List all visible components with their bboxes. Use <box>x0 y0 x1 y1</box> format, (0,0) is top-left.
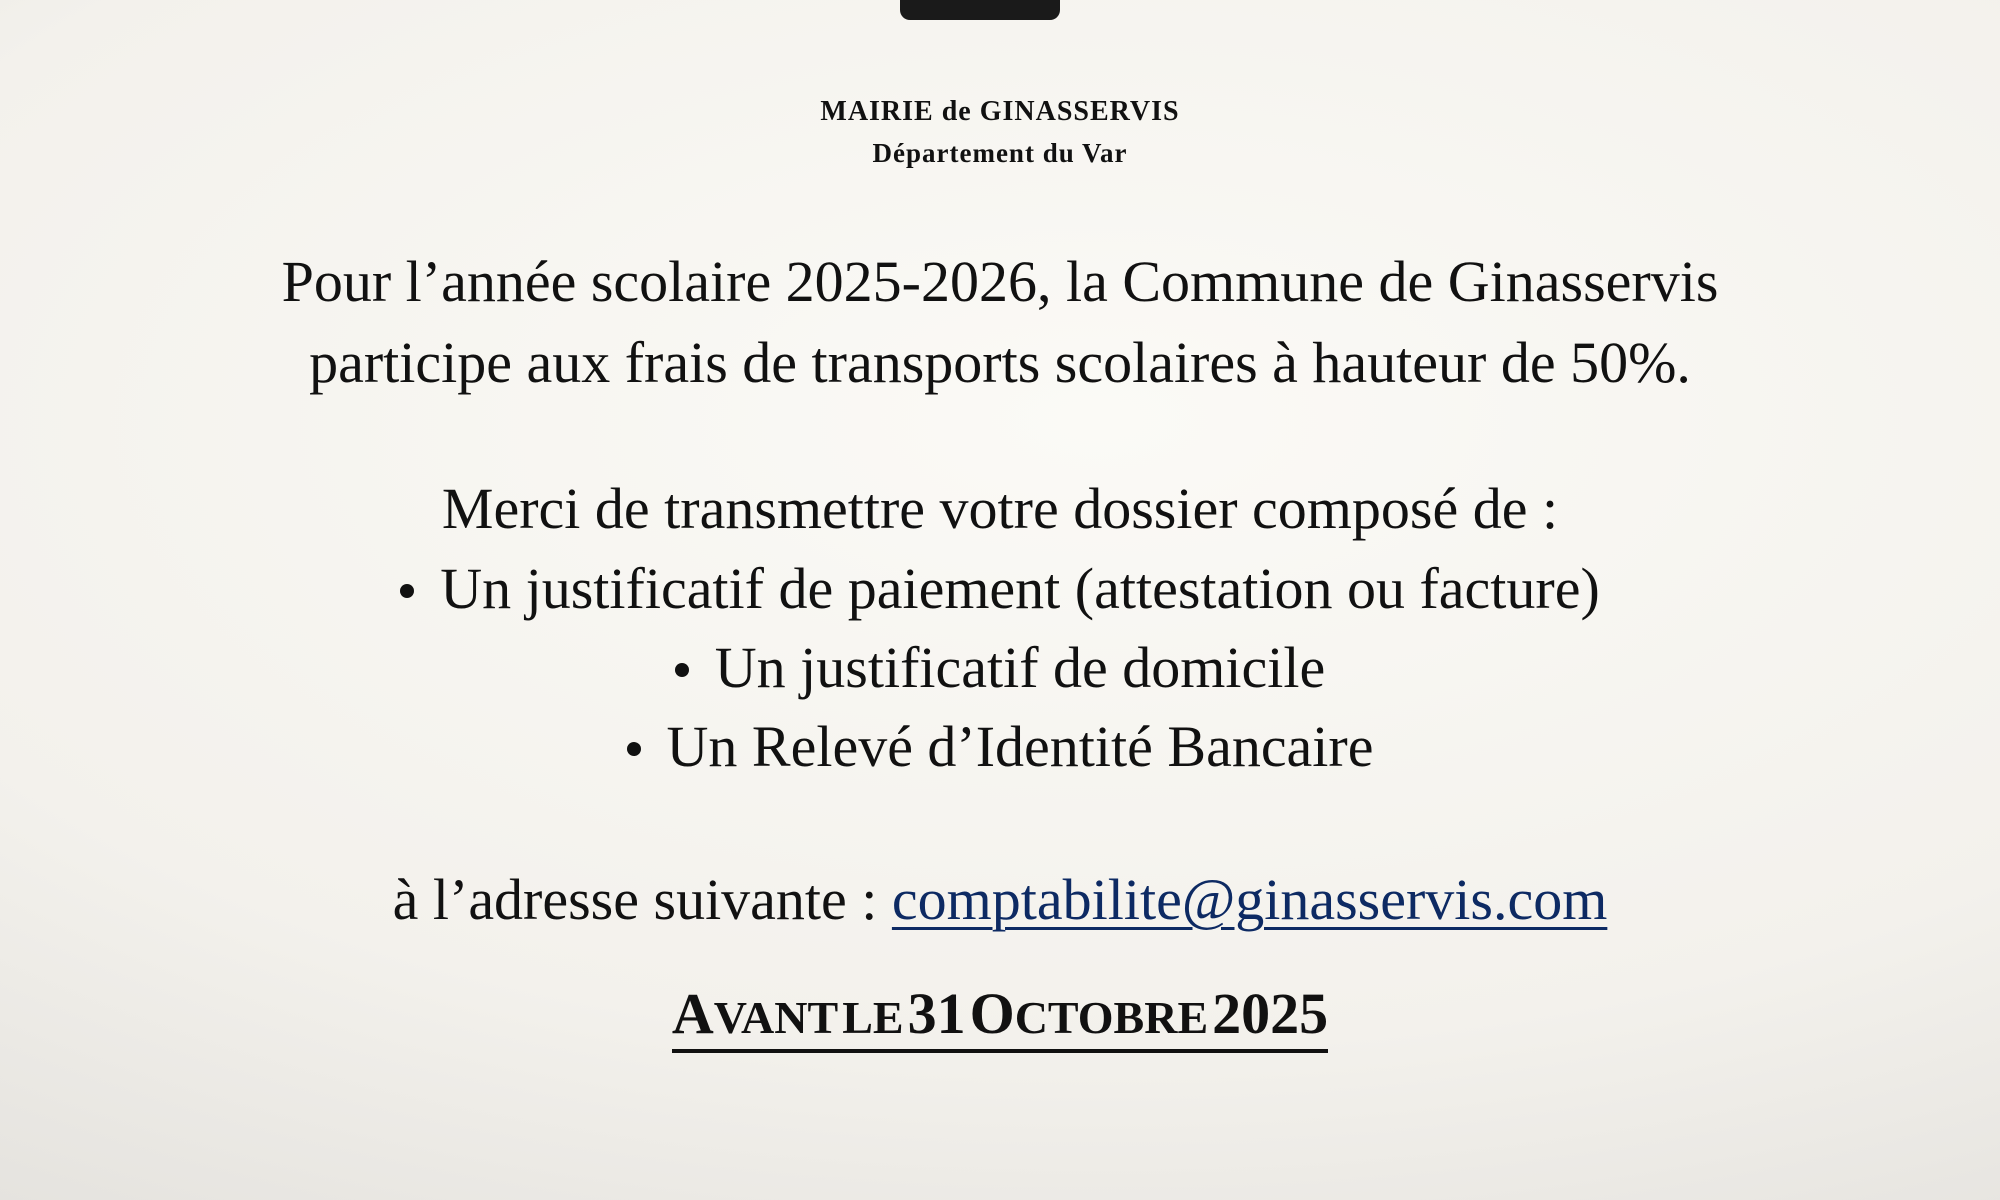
bullet-icon <box>400 584 414 598</box>
list-item-text: Un justificatif de paiement (attestation ou facture) <box>440 556 1600 621</box>
mairie-title: MAIRIE de GINASSERVIS <box>820 96 1180 127</box>
list-item <box>0 634 2000 701</box>
dossier-intro: Merci de transmettre votre dossier composé de : <box>441 476 1559 541</box>
deadline-o-rest: CTOBRE <box>1014 992 1209 1043</box>
departement-subtitle: Département du Var <box>872 138 1128 168</box>
deadline-a-cap: A <box>671 981 714 1046</box>
crest-emblem <box>900 0 1060 20</box>
intro-line-2: participe aux frais de transports scolaires à hauteur de 50%. <box>309 330 1691 395</box>
address-label: à l’adresse suivante : <box>392 867 878 932</box>
email-link[interactable]: comptabilite@ginasservis.com <box>891 867 1608 932</box>
intro-line-1: Pour l’année scolaire 2025-2026, la Commune de Ginasservis <box>281 249 1719 314</box>
deadline-year: 2025 <box>1212 981 1329 1046</box>
bullet-icon <box>627 742 641 756</box>
list-item-text: Un justificatif de domicile <box>714 635 1326 700</box>
bullet-icon <box>675 663 689 677</box>
deadline-notice <box>0 980 2000 1053</box>
deadline-day: 31 <box>907 981 966 1046</box>
list-item-text: Un Relevé d’Identité Bancaire <box>666 714 1374 779</box>
deadline-a-rest: VANT <box>713 992 839 1043</box>
deadline-o-cap: O <box>969 981 1015 1046</box>
list-item <box>0 555 2000 622</box>
list-item <box>0 713 2000 780</box>
deadline-le: LE <box>842 992 904 1043</box>
address-line <box>0 866 2000 933</box>
